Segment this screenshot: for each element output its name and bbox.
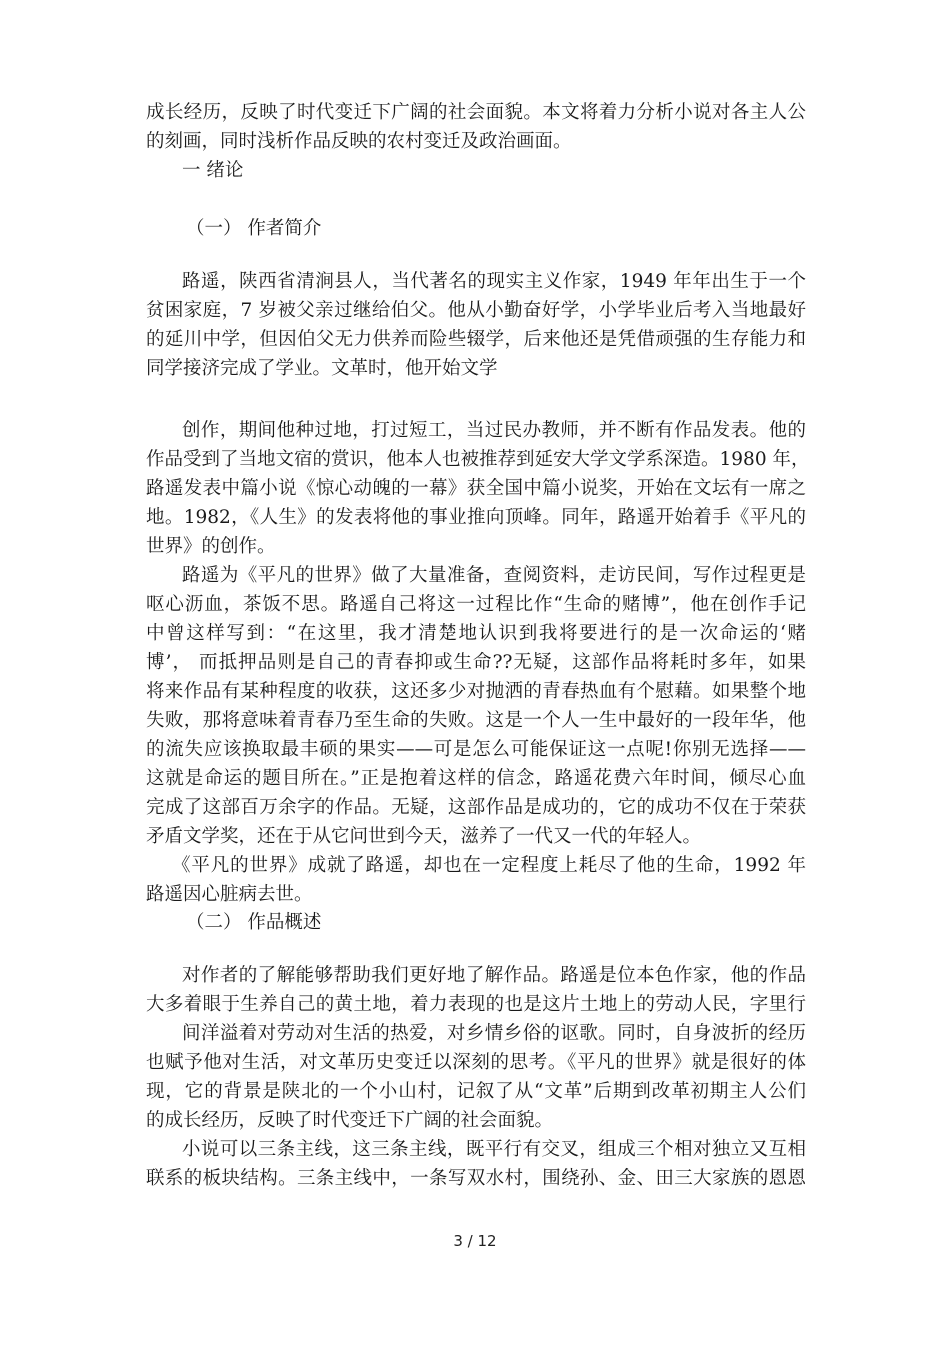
subsection-heading: （二） 作品概述 (186, 912, 322, 933)
body-text-line: 同学接济完成了学业。文革时，他开始文学 (146, 358, 498, 379)
body-text-line: 贫困家庭，7 岁被父亲过继给伯父。他从小勤奋好学，小学毕业后考入当地最好 (146, 300, 806, 321)
body-text-line: 的延川中学，但因伯父无力供养而险些辍学，后来他还是凭借顽强的生存能力和 (146, 329, 806, 350)
body-text-line: 这就是命运的题目所在。”正是抱着这样的信念，路遥花费六年时间，倾尽心血 (146, 768, 806, 789)
body-text-line: 小说可以三条主线，这三条主线，既平行有交叉，组成三个相对独立又互相 (182, 1139, 806, 1160)
body-text-line: 《平凡的世界》成就了路遥，却也在一定程度上耗尽了他的生命，1992 年 (172, 855, 806, 876)
body-text-line: 联系的板块结构。三条主线中，一条写双水村，围绕孙、金、田三大家族的恩恩 (146, 1168, 806, 1189)
body-text-line: 博’， 而抵押品则是自己的青春抑或生命??无疑，这部作品将耗时多年，如果 (146, 652, 806, 673)
body-text-line: 中曾这样写到：“在这里，我才清楚地认识到我将要进行的是一次命运的‘赌 (146, 623, 806, 644)
body-text-line: 的成长经历，反映了时代变迁下广阔的社会面貌。 (146, 1110, 554, 1131)
body-text-line: 路遥为《平凡的世界》做了大量准备，查阅资料，走访民间，写作过程更是 (182, 565, 806, 586)
body-text-line: 对作者的了解能够帮助我们更好地了解作品。路遥是位本色作家，他的作品 (182, 965, 806, 986)
body-text-line: 的流失应该换取最丰硕的果实——可是怎么可能保证这一点呢!你别无选择—— (146, 739, 806, 760)
body-text-line: 失败，那将意味着青春乃至生命的失败。这是一个人一生中最好的一段年华，他 (146, 710, 806, 731)
section-heading: 一 绪论 (182, 160, 244, 181)
body-text-line: 呕心沥血，茶饭不思。路遥自己将这一过程比作“生命的赌博”，他在创作手记 (146, 594, 806, 615)
body-text-line: 路遥，陕西省清涧县人，当代著名的现实主义作家，1949 年年出生于一个 (182, 271, 806, 292)
body-text-line: 的刻画，同时浅析作品反映的农村变迁及政治画面。 (146, 131, 572, 152)
body-text-line: 完成了这部百万余字的作品。无疑，这部作品是成功的，它的成功不仅在于荣获 (146, 797, 806, 818)
body-text-line: 矛盾文学奖，还在于从它问世到今天，滋养了一代又一代的年轻人。 (146, 826, 702, 847)
body-text-line: 作品受到了当地文宿的赏识，他本人也被推荐到延安大学文学系深造。1980 年， (146, 449, 810, 470)
body-text-line: 世界》的创作。 (146, 536, 276, 557)
body-text-line: 路遥发表中篇小说《惊心动魄的一幕》获全国中篇小说奖，开始在文坛有一席之 (146, 478, 806, 499)
body-text-line: 大多着眼于生养自己的黄土地，着力表现的也是这片土地上的劳动人民，字里行 (146, 994, 806, 1015)
body-text-line: 创作，期间他种过地，打过短工，当过民办教师，并不断有作品发表。他的 (182, 420, 806, 441)
body-text-line: 成长经历，反映了时代变迁下广阔的社会面貌。本文将着力分析小说对各主人公 (146, 102, 806, 123)
body-text-line: 路遥因心脏病去世。 (146, 884, 313, 905)
subsection-heading: （一） 作者简介 (186, 218, 322, 239)
page-number: 3 / 12 (453, 1232, 497, 1250)
body-text-line: 也赋予他对生活，对文革历史变迁以深刻的思考。《平凡的世界》就是很好的体 (146, 1052, 806, 1073)
body-text-line: 将来作品有某种程度的收获，这还多少对抛洒的青春热血有个慰藉。如果整个地 (146, 681, 806, 702)
body-text-line: 地。1982，《人生》的发表将他的事业推向顶峰。同年，路遥开始着手《平凡的 (146, 507, 806, 528)
body-text-line: 现，它的背景是陕北的一个小山村，记叙了从“文革”后期到改革初期主人公们 (146, 1081, 806, 1102)
body-text-line: 间洋溢着对劳动对生活的热爱，对乡情乡俗的讴歌。同时，自身波折的经历 (182, 1023, 806, 1044)
